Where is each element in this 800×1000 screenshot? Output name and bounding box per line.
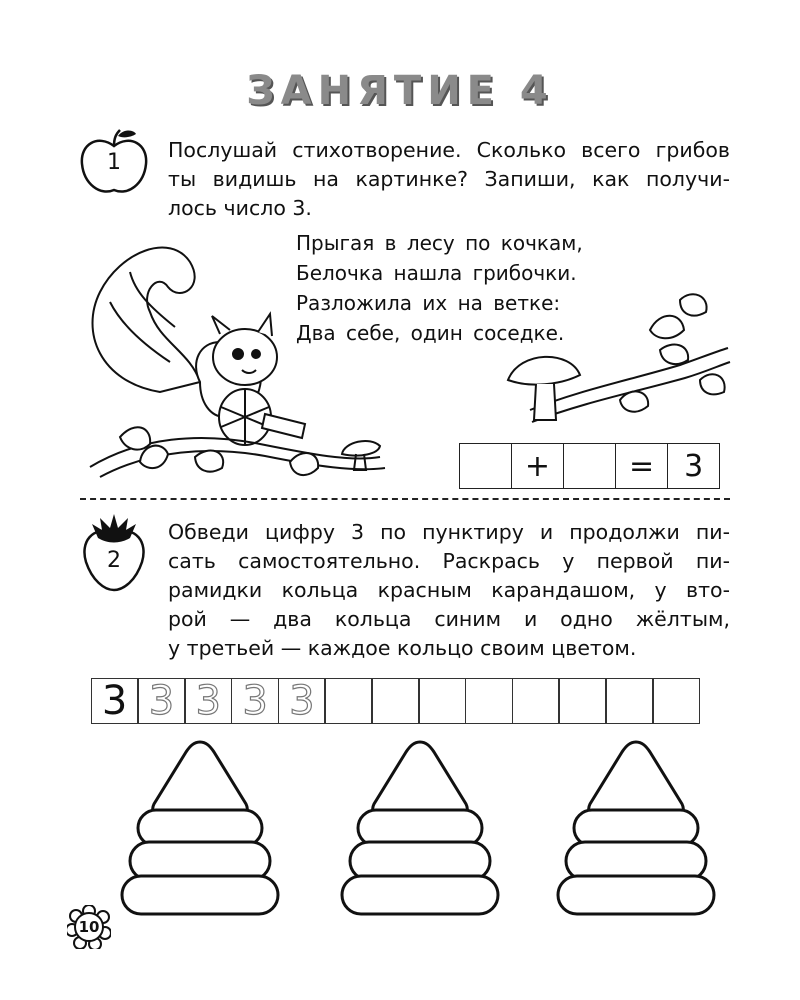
equals-sign: = <box>615 443 669 489</box>
task-1-number: 1 <box>107 150 121 175</box>
pyramid-ring <box>122 876 278 914</box>
poem-line: Два себе, один соседке. <box>296 321 565 345</box>
section-divider <box>80 498 730 500</box>
task-2-number: 2 <box>107 548 121 573</box>
digit-cell-trace[interactable]: 3 <box>137 678 185 724</box>
poem-line: Белочка нашла грибочки. <box>296 261 577 285</box>
digit-writing-row <box>92 678 700 724</box>
digit-cell-empty[interactable] <box>558 678 606 724</box>
digit-cell-empty[interactable] <box>605 678 653 724</box>
digit-cell-empty[interactable] <box>652 678 700 724</box>
plus-sign: + <box>511 443 565 489</box>
digit-cell-empty[interactable] <box>465 678 513 724</box>
task-2-line: сать самостоятельно. Раскрась у первой пи- <box>168 549 730 573</box>
pyramid-1[interactable] <box>120 738 280 922</box>
equation-answer-box[interactable] <box>563 443 617 489</box>
digit-cell-trace[interactable]: 3 <box>278 678 326 724</box>
task-1-line: ты видишь на картинке? Запиши, как получи- <box>168 167 730 191</box>
equation-answer-box[interactable] <box>459 443 513 489</box>
squirrel-illustration <box>80 232 400 498</box>
digit-cell-empty[interactable] <box>371 678 419 724</box>
pyramid-top-cone <box>153 742 248 816</box>
task-2-line: рой — два кольца синим и одно жёлтым, <box>168 607 730 631</box>
task-2-instructions <box>168 518 730 663</box>
digit-cell-trace[interactable]: 3 <box>231 678 279 724</box>
task-1-instructions <box>168 136 730 223</box>
page-number-badge <box>67 905 111 953</box>
pyramid-ring <box>350 842 490 880</box>
lesson-title: ЗАНЯТИЕ 4 <box>246 68 554 114</box>
equation-result: 3 <box>667 443 721 489</box>
digit-cell-empty[interactable] <box>418 678 466 724</box>
pyramid-ring <box>558 876 714 914</box>
digit-cell-empty[interactable] <box>324 678 372 724</box>
digit-cell-trace[interactable]: 3 <box>184 678 232 724</box>
pyramid-top-cone <box>373 742 468 816</box>
branch-mushroom-illustration <box>500 290 732 444</box>
digit-cell-sample: 3 <box>91 678 139 724</box>
task-2-line: рамидки кольца красным карандашом, у вто- <box>168 578 730 602</box>
poem-line: Разложила их на ветке: <box>296 291 561 315</box>
poem-line: Прыгая в лесу по кочкам, <box>296 231 583 255</box>
pyramid-top-cone <box>589 742 684 816</box>
task-2-line: у третьей — каждое кольцо своим цветом. <box>168 636 637 660</box>
task-2-line: Обведи цифру 3 по пунктиру и продолжи пи- <box>168 520 730 544</box>
task-1-line: Послушай стихотворение. Сколько всего грибов <box>168 138 730 162</box>
pyramid-3[interactable] <box>556 738 716 922</box>
pyramid-ring <box>130 842 270 880</box>
page-number: 10 <box>78 918 100 936</box>
pyramid-ring <box>342 876 498 914</box>
digit-cell-empty[interactable] <box>512 678 560 724</box>
pyramid-ring <box>566 842 706 880</box>
task-1-line: лось число 3. <box>168 196 312 220</box>
equation-boxes <box>460 443 720 489</box>
pyramid-2[interactable] <box>340 738 500 922</box>
